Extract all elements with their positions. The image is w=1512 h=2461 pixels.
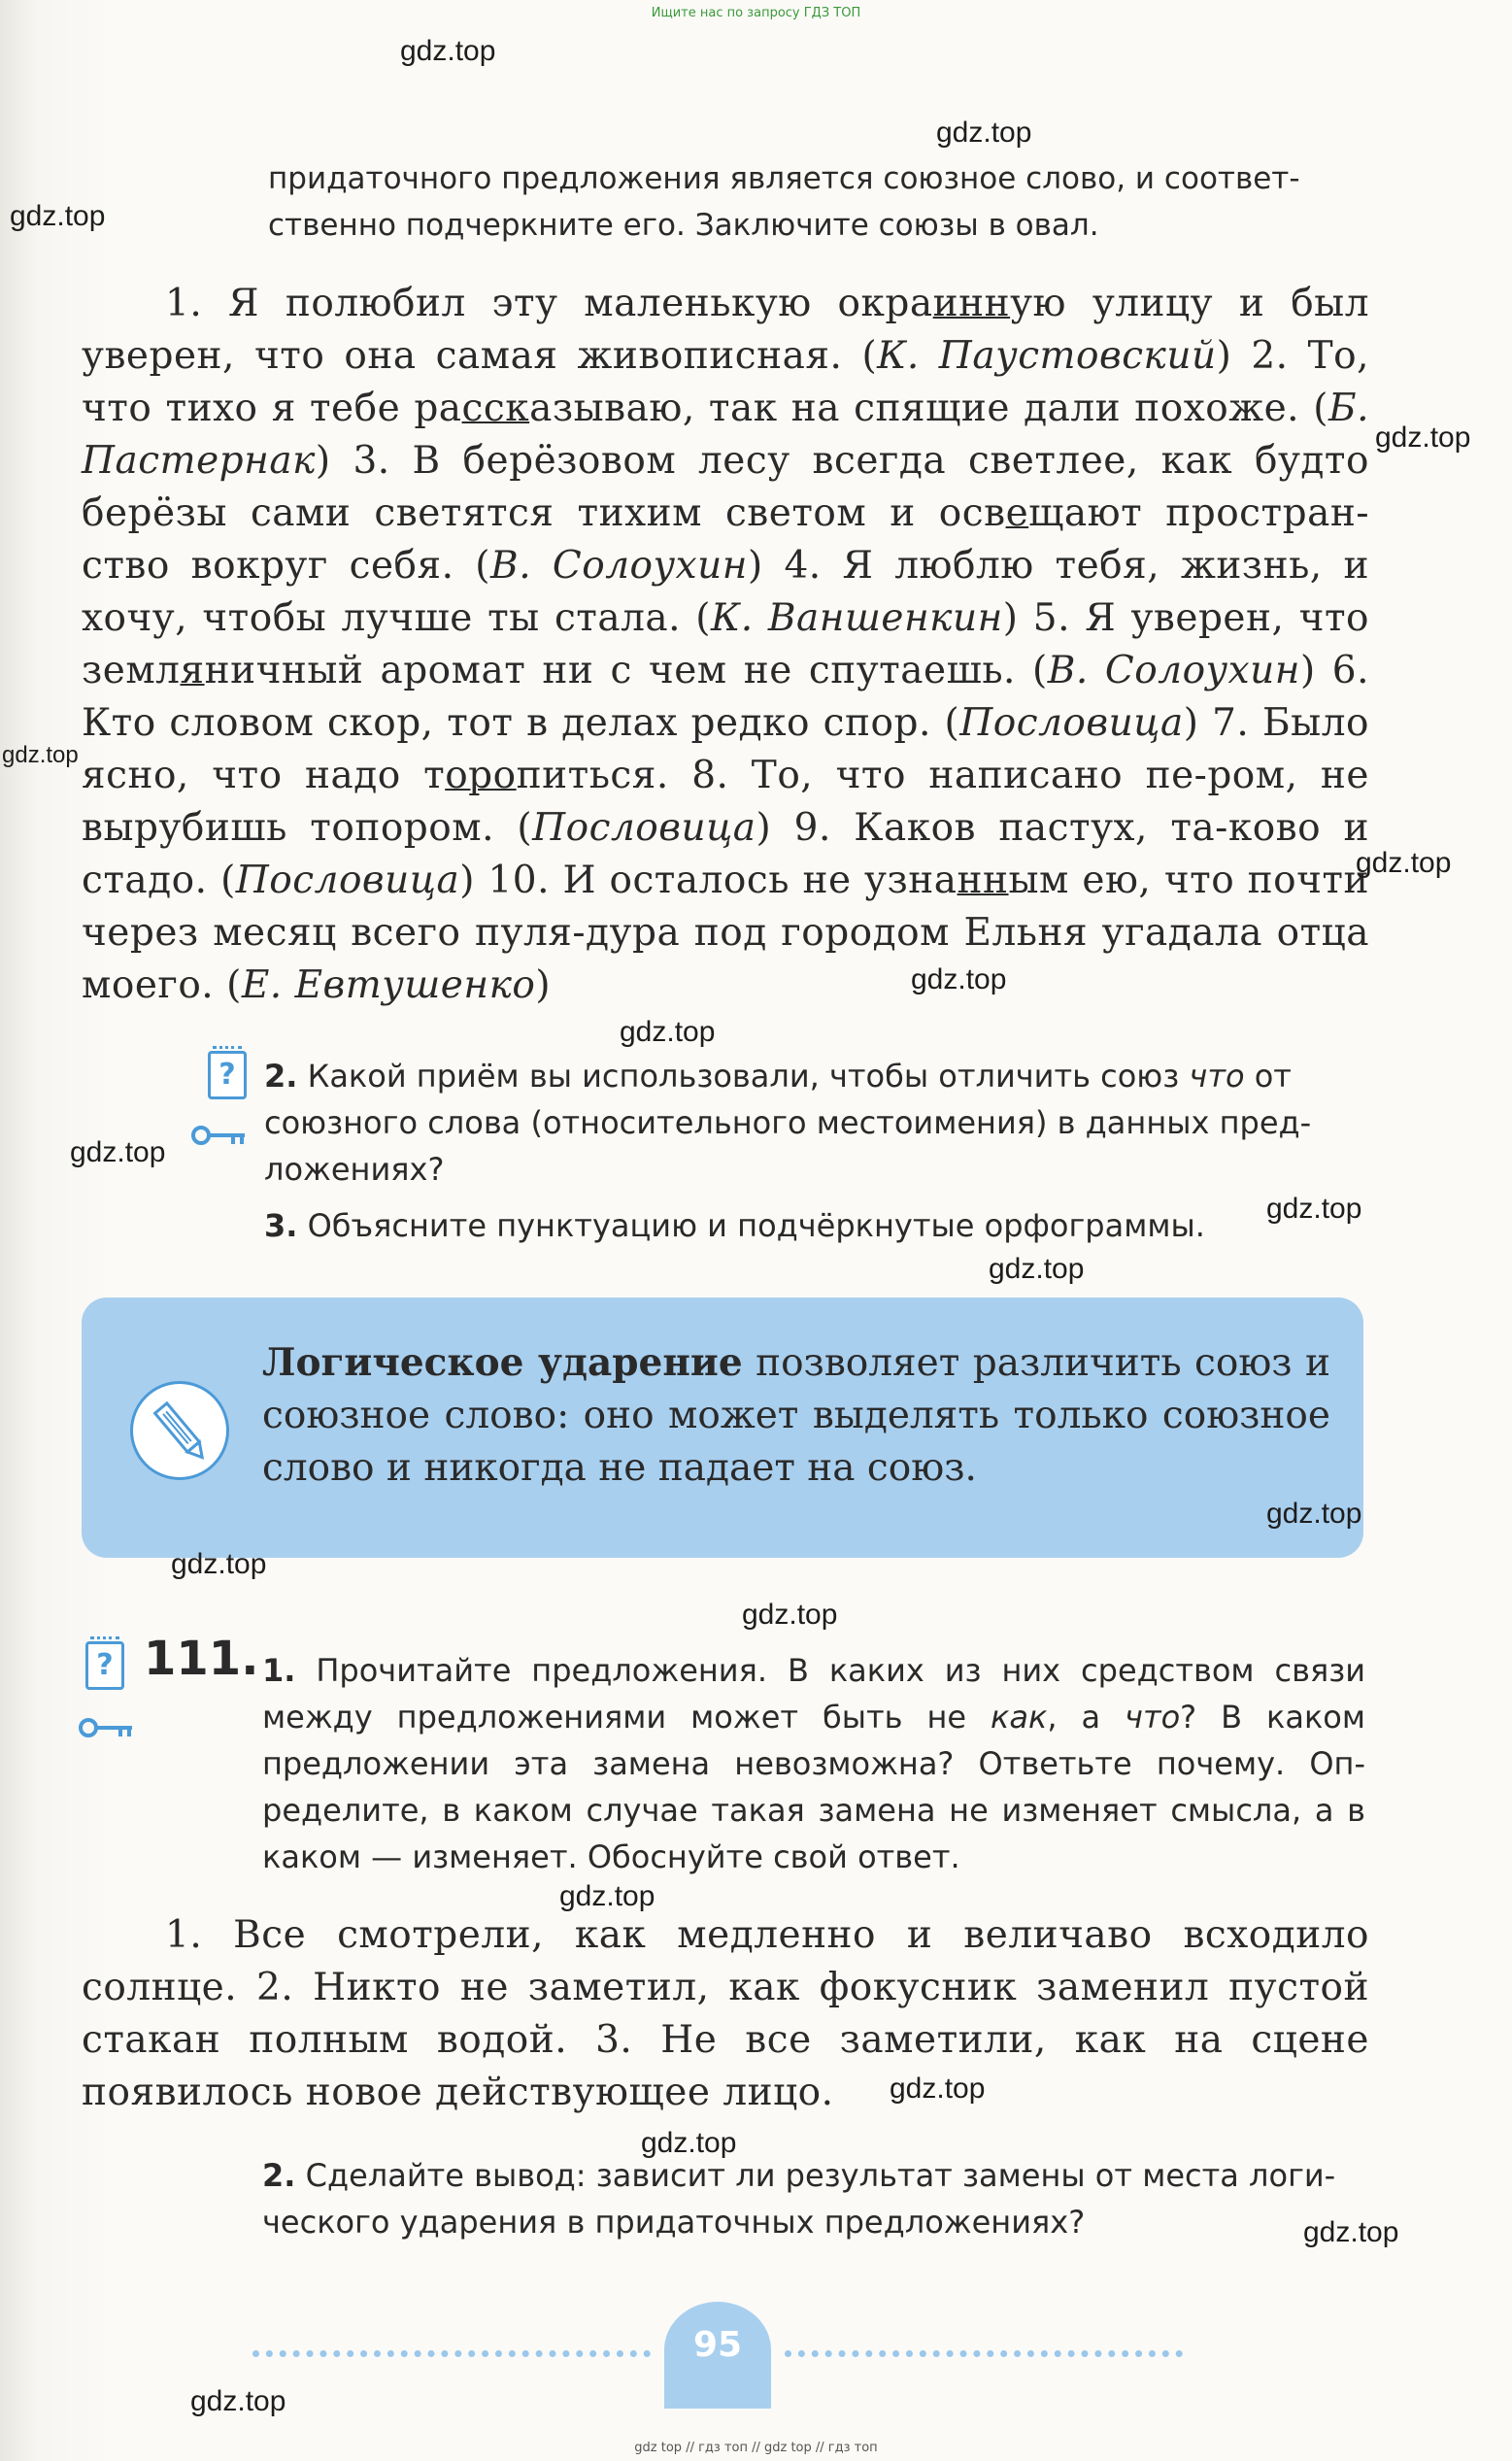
- task-2: [264, 1053, 1367, 1193]
- exercise-number: 111.: [144, 1632, 259, 1686]
- sentence-text: ) 10. И осталось не узна: [459, 859, 958, 902]
- sentence-text: ) 9. Каков пастух, та-ково и стадо. (: [82, 806, 1370, 902]
- watermark: gdz.top: [10, 200, 106, 232]
- author: Е. Евтушенко: [241, 963, 536, 1007]
- task-text: Какой приём вы использовали, чтобы отличить союз: [307, 1058, 1190, 1095]
- task-word: как: [991, 1699, 1048, 1736]
- sentence-text: ую улицу и был уверен, что она самая живописная. (: [82, 282, 1369, 378]
- sentence-text: ) 2. То, что тихо я тебе ра: [82, 334, 1370, 430]
- watermark: gdz.top: [936, 117, 1032, 149]
- task-text: Прочитайте предложения. В каких из них средством связи между предложениями может быть не: [262, 1652, 1366, 1736]
- divider: [252, 2350, 651, 2365]
- question-icon: ?: [208, 1051, 247, 1099]
- sentence-text: 1. Я полюбил эту маленькую окра: [165, 282, 933, 325]
- watermark: gdz.top: [1356, 847, 1452, 879]
- orthogram: я: [180, 649, 205, 692]
- orthogram: инн: [932, 282, 1011, 325]
- author: К. Ваншенкин: [711, 596, 1003, 640]
- bottom-note: gdz top // гдз топ // gdz top // гдз топ: [634, 2441, 878, 2455]
- watermark: gdz.top: [742, 1599, 838, 1631]
- sentence-text: питься. 8. То, что написано пе-ром, не вырубишь топором. (: [82, 754, 1369, 850]
- rule-box: [82, 1298, 1363, 1558]
- watermark: gdz.top: [1375, 421, 1471, 454]
- author: В. Солоухин: [1047, 649, 1300, 692]
- sentence-text: ым ею, что почти через месяц всего пуля-дура под городом Ельня угадала отца моего. (: [82, 859, 1370, 1007]
- sentence-text: ) 7. Было ясно, что надо т: [82, 701, 1369, 797]
- page-number-area: [252, 2302, 1185, 2409]
- task-3: [264, 1202, 1367, 1249]
- sentence-text: ) 3. В берёзовом лесу всегда светлее, как будто берёзы сами светятся тихим светом и осв: [82, 439, 1369, 535]
- task-text: от союзного слова (относительного местоимения) в данных пред-ложениях?: [264, 1058, 1312, 1188]
- intro-line-2: ственно подчеркните его. Заключите союзы в овал.: [268, 208, 1099, 243]
- author: К. Паустовский: [877, 334, 1217, 378]
- divider: [785, 2350, 1183, 2365]
- sentence-text: ) 4. Я люблю тебя, жизнь, и хочу, чтобы лучше ты стала. (: [82, 544, 1369, 640]
- ex111-task-1: [262, 1647, 1365, 1880]
- ex111-task-2: [262, 2152, 1365, 2245]
- watermark: gdz.top: [620, 1016, 716, 1048]
- pencil-icon: [130, 1381, 229, 1480]
- task-number: 3.: [264, 1207, 298, 1244]
- watermark: gdz.top: [190, 2385, 286, 2417]
- task-number: 2.: [264, 1058, 298, 1095]
- watermark: gdz.top: [641, 2127, 737, 2159]
- watermark: gdz.top: [989, 1253, 1085, 1285]
- author: Б. Пастернак: [82, 387, 1369, 483]
- watermark: gdz.top: [2, 742, 79, 768]
- watermark: gdz.top: [1266, 1498, 1362, 1530]
- sentence-text: ): [535, 963, 552, 1007]
- watermark: gdz.top: [171, 1548, 267, 1580]
- watermark: gdz.top: [70, 1136, 166, 1168]
- author: Пословица: [959, 701, 1184, 745]
- task-text: Сделайте вывод: зависит ли результат замены от места логи-ческого ударения в придаточных предложениях?: [262, 2157, 1336, 2241]
- watermark: gdz.top: [559, 1880, 655, 1912]
- author: Пословица: [235, 859, 460, 902]
- watermark: gdz.top: [400, 35, 496, 67]
- task-number: 2.: [262, 2157, 296, 2194]
- rule-term: Логическое ударение: [262, 1340, 743, 1385]
- author: В. Солоухин: [490, 544, 748, 588]
- task-text: ? В каком предложении эта замена невозможна? Ответьте почему. Оп-ределите, в каком случае такая замена не изменяет смысла, а в каком — изменяет. Обоснуйте свой ответ.: [262, 1699, 1366, 1875]
- orthogram: нн: [957, 859, 1009, 902]
- intro-paragraph: [268, 155, 1370, 249]
- sentence-text: азываю, так на спящие дали похоже. (: [529, 387, 1328, 430]
- watermark: gdz.top: [911, 963, 1007, 995]
- author: Пословица: [532, 806, 756, 850]
- watermark: gdz.top: [1303, 2216, 1399, 2248]
- key-icon: [190, 1123, 247, 1148]
- sentence-text: щают простран-ство вокруг себя. (: [82, 491, 1369, 588]
- task-number: 1.: [262, 1652, 296, 1689]
- watermark: gdz.top: [1266, 1193, 1362, 1225]
- orthogram: е: [1005, 491, 1029, 535]
- rule-body: позволяет различить союз и союзное слово: оно может выделять только союзное слово и никогда не падает на союз.: [262, 1341, 1331, 1490]
- exercise-sentences: [82, 278, 1369, 1012]
- intro-line-1: придаточного предложения является союзное слово, и соответ-: [268, 161, 1300, 196]
- ex111-sentences: 1. Все смотрели, как медленно и величаво всходило солнце. 2. Никто не заметил, как фокусник заменил пустой стакан полным водой. 3. Не все заметили, как на сцене появилось новое действующее лицо.: [82, 1913, 1369, 2114]
- watermark: gdz.top: [890, 2073, 986, 2105]
- key-icon: [78, 1715, 134, 1740]
- task-word: что: [1189, 1058, 1245, 1095]
- sentence-text: ) 6. Кто словом скор, тот в делах редко спор. (: [82, 649, 1369, 745]
- orthogram: сск: [461, 387, 530, 430]
- question-icon: ?: [85, 1641, 124, 1690]
- rule-text: [262, 1336, 1330, 1495]
- sentence-text: ) 5. Я уверен, что земл: [82, 596, 1369, 692]
- top-note: Ищите нас по запросу ГДЗ ТОП: [651, 6, 861, 20]
- orthogram: оро: [445, 754, 517, 797]
- page-number: 95: [664, 2302, 771, 2409]
- task-word: что: [1125, 1699, 1181, 1736]
- sentence-text: ничный аромат ни с чем не спутаешь. (: [204, 649, 1048, 692]
- task-text: Объясните пунктуацию и подчёркнутые орфограммы.: [307, 1207, 1205, 1244]
- task-text: , а: [1047, 1699, 1126, 1736]
